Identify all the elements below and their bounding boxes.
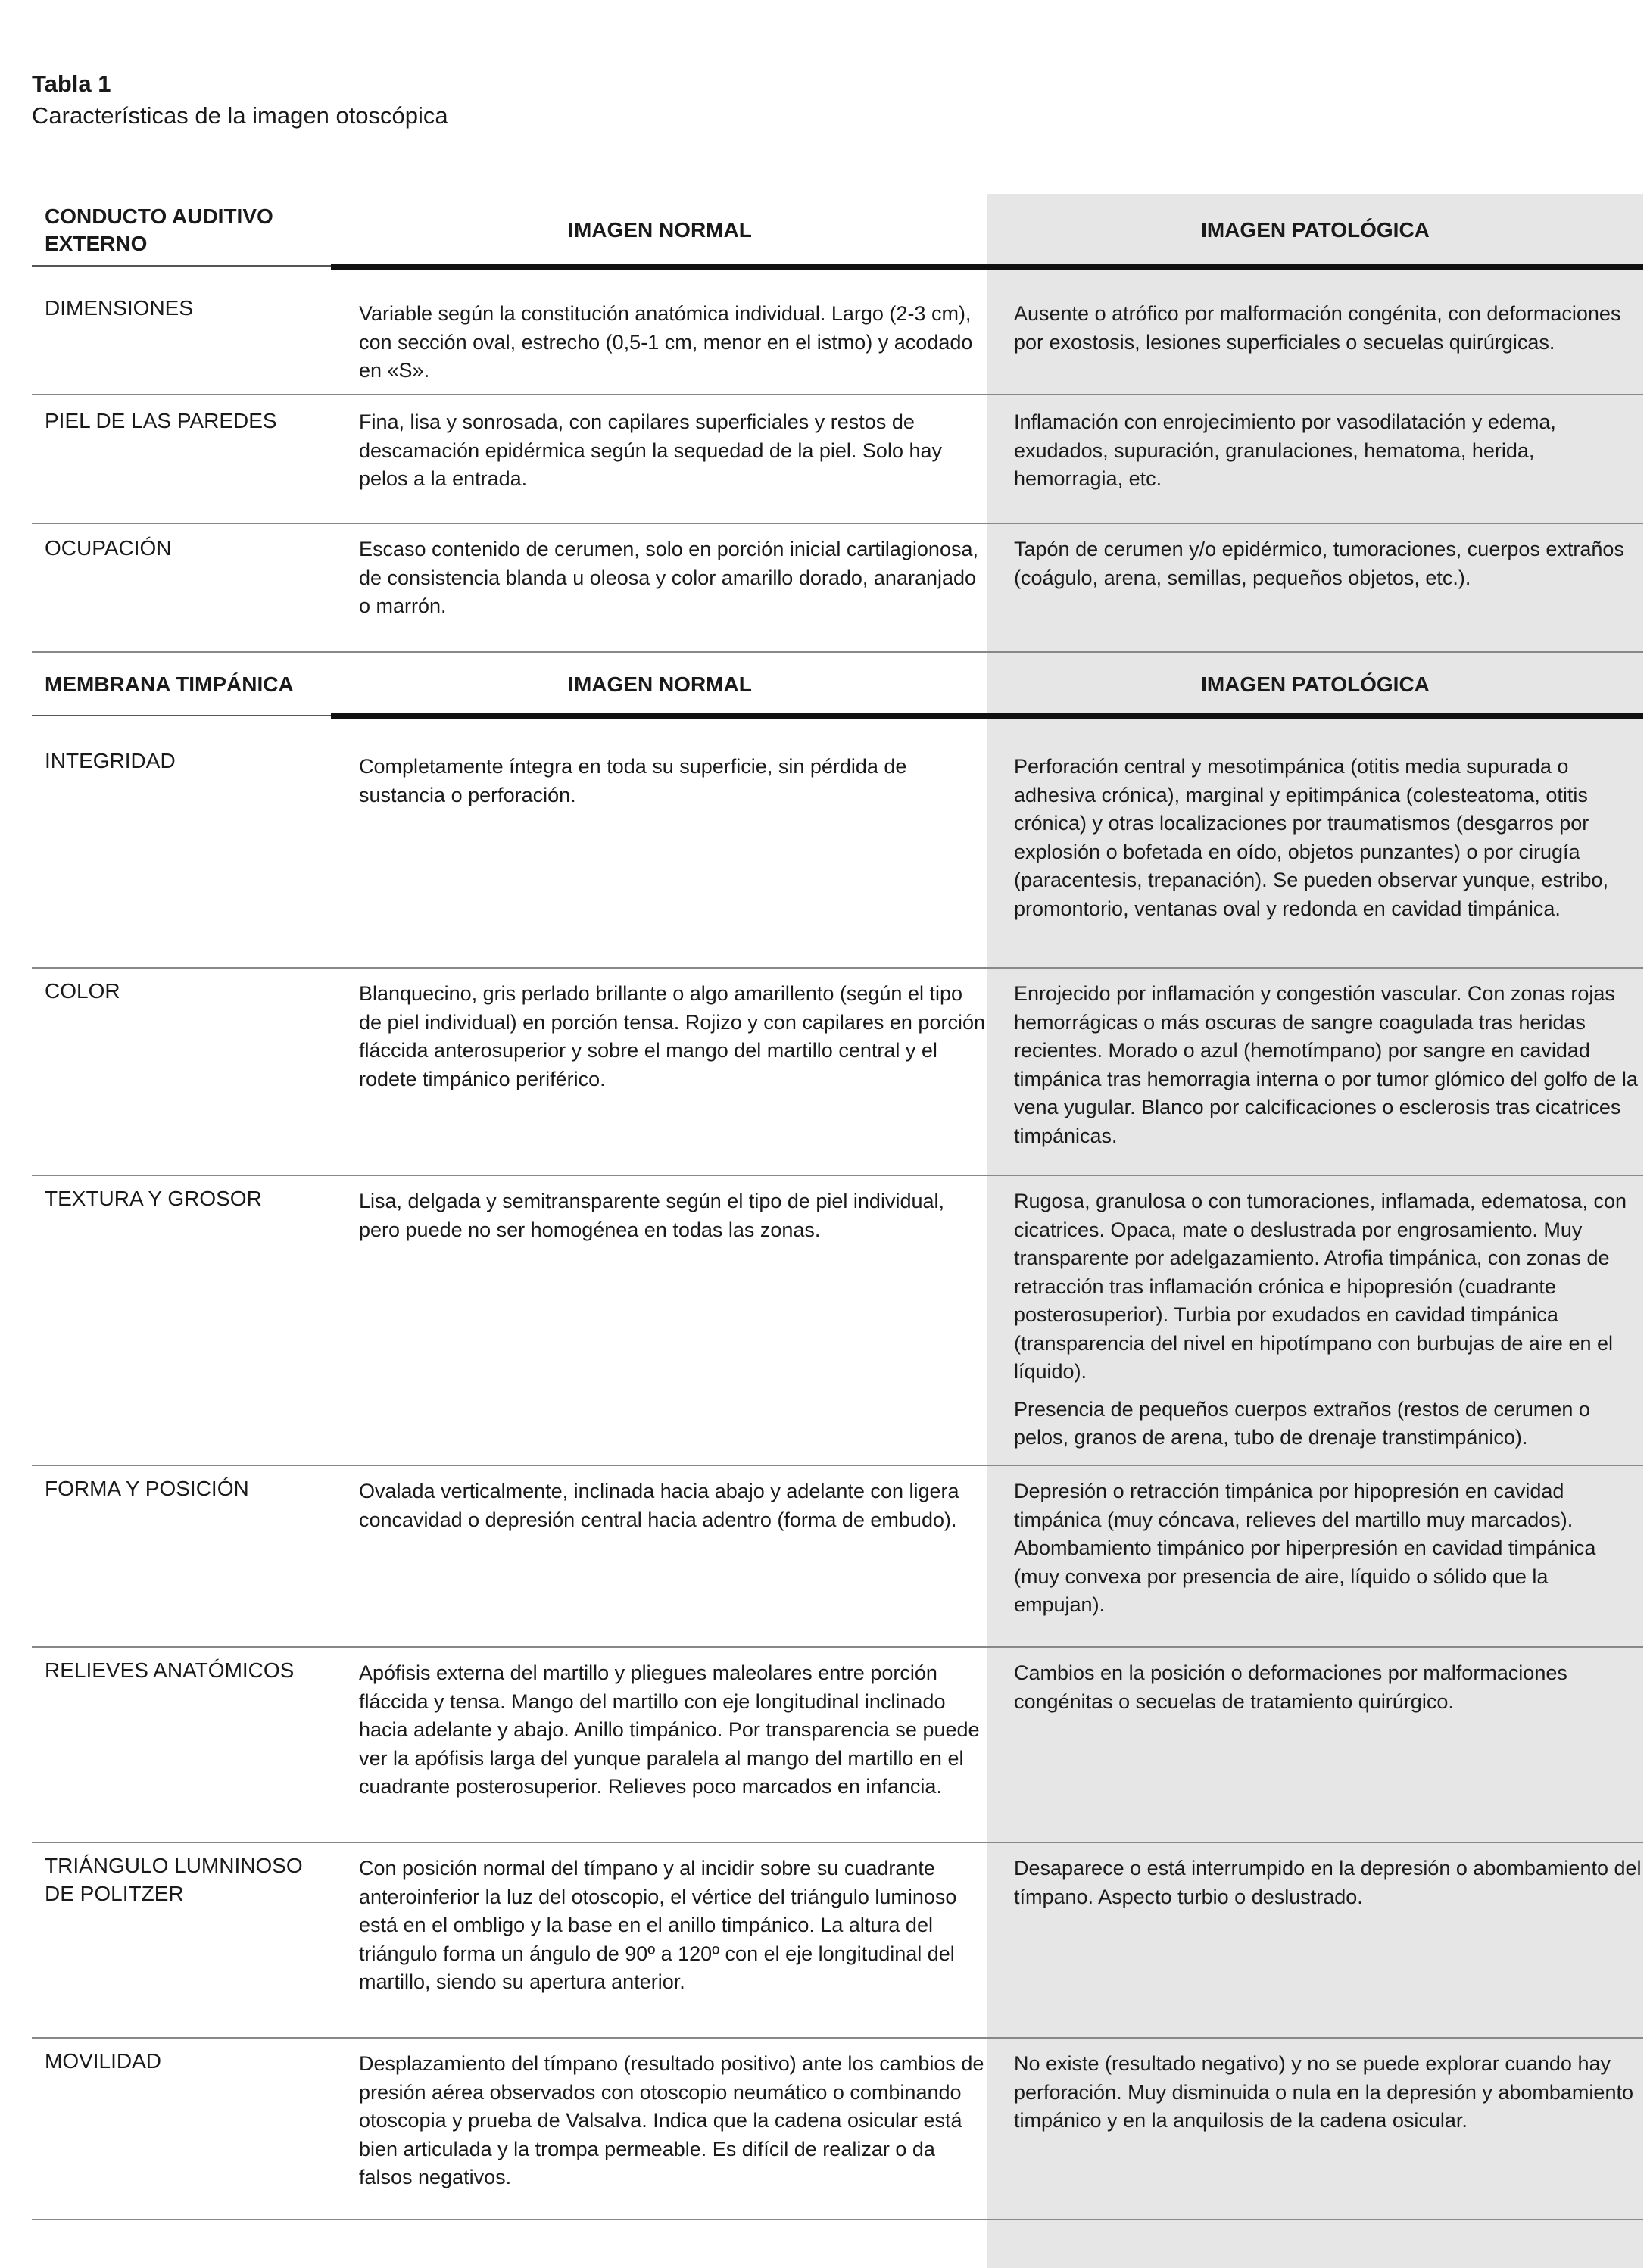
row-pathological bbox=[1014, 535, 1642, 592]
header-section-label: MEMBRANA TIMPÁNICA bbox=[45, 672, 294, 696]
table-row bbox=[32, 267, 1643, 395]
table-row bbox=[32, 2039, 1643, 2220]
header-section-label: CONDUCTO AUDITIVO EXTERNO bbox=[45, 204, 273, 255]
table-row bbox=[32, 1466, 1643, 1648]
row-pathological bbox=[1014, 1477, 1642, 1620]
row-normal: Ovalada verticalmente, inclinada hacia abajo y adelante con ligera concavidad o depresión central hacia adentro (forma de embudo). bbox=[359, 1480, 959, 1531]
row-pathological bbox=[1014, 300, 1642, 357]
row-label: COLOR bbox=[45, 979, 120, 1003]
otoscopy-table bbox=[32, 194, 1643, 2220]
row-normal: Apófisis externa del martillo y pliegues maleolares entre porción fláccida y tensa. Mango del martillo con eje longitudinal inclinado hacia adelante y abajo. Anillo timpánico. Por transparencia se puede ver la apófisis larga del yunque paralela al mango del martillo en el cuadrante posterosuperior. Relieves poco marcados en infancia. bbox=[359, 1661, 980, 1798]
pathological-text: Cambios en la posición o deformaciones por malformaciones congénitas o secuelas de tratamiento quirúrgico. bbox=[1014, 1661, 1567, 1713]
row-normal: Fina, lisa y sonrosada, con capilares superficiales y restos de descamación epidérmica según la sequedad de la piel. Solo hay pelos a la entrada. bbox=[359, 410, 943, 490]
row-normal: Completamente íntegra en toda su superficie, sin pérdida de sustancia o perforación. bbox=[359, 755, 907, 806]
table-row bbox=[32, 524, 1643, 653]
row-normal: Escaso contenido de cerumen, solo en porción inicial cartilagionosa, de consistencia blanda u oleosa y color amarillo dorado, anaranjado o marrón. bbox=[359, 538, 978, 617]
row-label: OCUPACIÓN bbox=[45, 536, 172, 560]
pathological-text: No existe (resultado negativo) y no se puede explorar cuando hay perforación. Muy disminuida o nula en la depresión y abombamiento timpánico y en la anquilosis de la cadena osicular. bbox=[1014, 2052, 1633, 2132]
table-row bbox=[32, 1843, 1643, 2039]
pathological-text: Ausente o atrófico por malformación congénita, con deformaciones por exostosis, lesiones superficiales o secuelas quirúrgicas. bbox=[1014, 302, 1621, 354]
row-pathological bbox=[1014, 408, 1642, 494]
row-pathological bbox=[1014, 753, 1642, 923]
row-label: DIMENSIONES bbox=[45, 296, 194, 320]
pathological-text: Tapón de cerumen y/o epidérmico, tumoraciones, cuerpos extraños (coágulo, arena, semillas, pequeños objetos, etc.). bbox=[1014, 538, 1624, 589]
row-normal: Variable según la constitución anatómica individual. Largo (2-3 cm), con sección oval, estrecho (0,5-1 cm, menor en el istmo) y acodado en «S». bbox=[359, 302, 973, 382]
row-label: TEXTURA Y GROSOR bbox=[45, 1187, 262, 1210]
header-pathological: IMAGEN PATOLÓGICA bbox=[1201, 672, 1430, 696]
row-normal: Blanquecino, gris perlado brillante o algo amarillento (según el tipo de piel individual) en porción tensa. Rojizo y con capilares en porción fláccida anterosuperior y sobre el mango del martillo central y el rodete timpánico periférico. bbox=[359, 982, 985, 1090]
pathological-text: Enrojecido por inflamación y congestión vascular. Con zonas rojas hemorrágicas o más oscuras de sangre coagulada tras heridas recientes. Morado o azul (hemotímpano) por sangre en cavidad timpánica tras hemorragia interna o por tumor glómico del golfo de la vena yugular. Blanco por calcificaciones o esclerosis tras cicatrices timpánicas. bbox=[1014, 982, 1638, 1147]
section-header-membrana bbox=[32, 653, 1643, 716]
row-label: MOVILIDAD bbox=[45, 2049, 162, 2073]
table-row bbox=[32, 969, 1643, 1176]
row-label: TRIÁNGULO LUMNINOSO DE POLITZER bbox=[45, 1854, 303, 1905]
row-normal: Con posición normal del tímpano y al incidir sobre su cuadrante anteroinferior la luz del otoscopio, el vértice del triángulo luminoso está en el ombligo y la base en el anillo timpánico. La altura del triángulo forma un ángulo de 90º a 120º con el eje longitudinal del martillo, siendo su apertura anterior. bbox=[359, 1857, 957, 1993]
row-normal: Desplazamiento del tímpano (resultado positivo) ante los cambios de presión aérea observados con otoscopio neumático o combinando otoscopia y prueba de Valsalva. Indica que la cadena osicular está bien articulada y la trompa permeable. Es difícil de realizar o da falsos negativos. bbox=[359, 2052, 984, 2188]
section-header-conducto bbox=[32, 194, 1643, 267]
table-number: Tabla 1 bbox=[32, 70, 111, 97]
table-title: Características de la imagen otoscópica bbox=[32, 102, 448, 129]
table-caption bbox=[32, 68, 448, 132]
row-pathological bbox=[1014, 2050, 1642, 2135]
row-pathological bbox=[1014, 1659, 1642, 1716]
row-label: PIEL DE LAS PAREDES bbox=[45, 409, 277, 432]
table-row bbox=[32, 1176, 1643, 1466]
table-row bbox=[32, 716, 1643, 969]
pathological-text-extra: Presencia de pequeños cuerpos extraños (restos de cerumen o pelos, granos de arena, tubo de drenaje transtimpánico). bbox=[1014, 1397, 1590, 1449]
header-pathological: IMAGEN PATOLÓGICA bbox=[1201, 218, 1430, 242]
row-label: INTEGRIDAD bbox=[45, 749, 176, 772]
pathological-text: Desaparece o está interrumpido en la depresión o abombamiento del tímpano. Aspecto turbio o deslustrado. bbox=[1014, 1857, 1642, 1908]
header-normal: IMAGEN NORMAL bbox=[568, 672, 752, 696]
row-pathological bbox=[1014, 980, 1642, 1150]
table-row bbox=[32, 1648, 1643, 1843]
row-label: FORMA Y POSICIÓN bbox=[45, 1477, 249, 1500]
row-label: RELIEVES ANATÓMICOS bbox=[45, 1658, 295, 1682]
pathological-text: Rugosa, granulosa o con tumoraciones, inflamada, edematosa, con cicatrices. Opaca, mate o deslustrada por engrosamiento. Muy transparente por adelgazamiento. Atrofia timpánica, con zonas de retracción tras inflamación crónica e hipopresión (cuadrante posterosuperior). Turbia por exudados en cavidad timpánica (transparencia del nivel en hipotímpano con burbujas de aire en el líquido). bbox=[1014, 1190, 1627, 1383]
pathological-text: Depresión o retracción timpánica por hipopresión en cavidad timpánica (muy cóncava, relieves del martillo muy marcados). Abombamiento timpánico por hiperpresión en cavidad timpánica (muy convexa por presencia de aire, líquido o sólido que la empujan). bbox=[1014, 1480, 1596, 1616]
row-pathological bbox=[1014, 1855, 1642, 1911]
table-row bbox=[32, 395, 1643, 524]
row-normal: Lisa, delgada y semitransparente según el tipo de piel individual, pero puede no ser homogénea en todas las zonas. bbox=[359, 1190, 944, 1241]
header-normal: IMAGEN NORMAL bbox=[568, 218, 752, 242]
pathological-text: Perforación central y mesotimpánica (otitis media supurada o adhesiva crónica), marginal y epitimpánica (colesteatoma, otitis crónica) y otras localizaciones por traumatismos (desgarros por explosión o bofetada en oído, objetos punzantes) o por cirugía (paracentesis, trepanación). Se pueden observar yunque, estribo, promontorio, ventanas oval y redonda en cavidad timpánica. bbox=[1014, 755, 1608, 920]
row-pathological bbox=[1014, 1187, 1642, 1452]
pathological-text: Inflamación con enrojecimiento por vasodilatación y edema, exudados, supuración, granulaciones, hematoma, herida, hemorragia, etc. bbox=[1014, 410, 1556, 490]
